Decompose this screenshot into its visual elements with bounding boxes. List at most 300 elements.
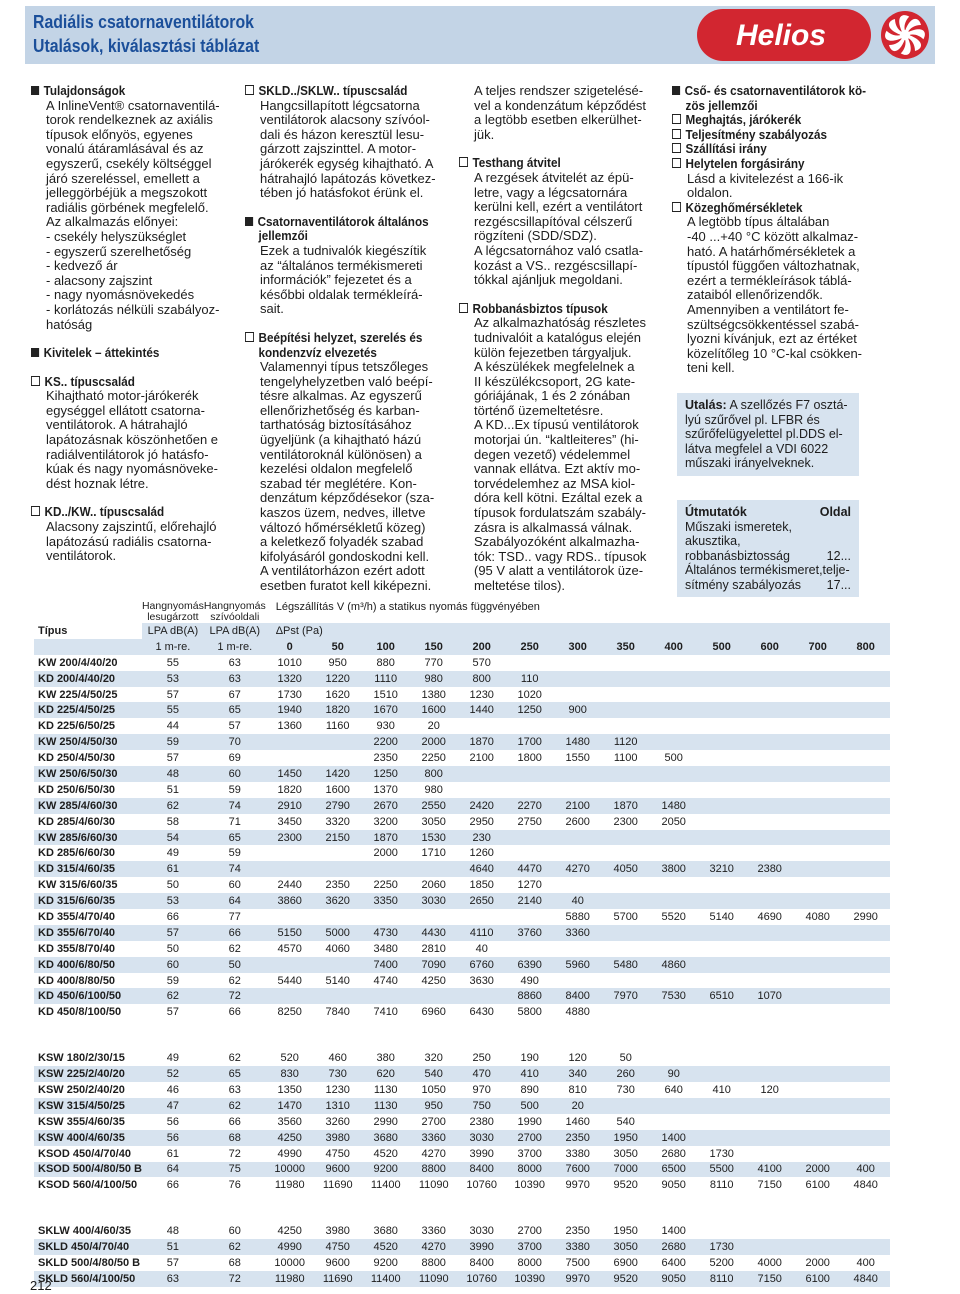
flow-cell: [698, 1130, 746, 1146]
pressure-cell: 100: [362, 639, 410, 655]
ks-text: [31, 389, 231, 491]
flow-cell: [698, 877, 746, 893]
noise-cell: 55: [166, 656, 180, 669]
flow-cell: 1670: [362, 702, 410, 718]
noise-cell: 57: [166, 1006, 180, 1019]
text-line: típusok előnyös, egyenes: [46, 126, 193, 142]
table-row: [34, 988, 890, 1004]
noise-cell: 72: [228, 1147, 241, 1160]
table-row: [34, 1066, 890, 1082]
flow-cell: [794, 750, 842, 766]
flow-cell: [746, 718, 794, 734]
noise-cell: 59: [166, 974, 180, 987]
pressure-header: ΔPst (Pa): [266, 623, 890, 639]
table-row: [34, 957, 890, 973]
flow-cell: [746, 1146, 794, 1162]
flow-cell: [794, 766, 842, 782]
flow-cell: [266, 988, 314, 1004]
text-line: lapátozásnak köszönhetően e: [46, 432, 219, 448]
flow-cell: [650, 687, 698, 703]
flow-cell: [746, 798, 794, 814]
flow-cell: 7970: [602, 988, 650, 1004]
text-line: információk” fejezetet és a: [260, 272, 412, 288]
flow-cell: [794, 718, 842, 734]
flow-cell: 1260: [469, 847, 494, 860]
noise-cell: 62: [204, 1098, 266, 1114]
flow-cell: 5200: [709, 1257, 734, 1269]
noise-cell: 62: [228, 942, 241, 955]
empty-cell: [34, 639, 142, 655]
flow-cell: 8110: [709, 1179, 734, 1192]
flow-cell: 2680: [661, 1147, 686, 1160]
table-row: [34, 1004, 890, 1020]
type-cell: KSW 180/2/30/15: [38, 1052, 125, 1065]
flow-cell: 1320: [266, 671, 314, 687]
flow-cell: [842, 734, 890, 750]
feature-item: Teljesítmény szabályozás: [672, 128, 852, 143]
flow-cell: 7530: [650, 988, 698, 1004]
flow-cell: [842, 1114, 890, 1130]
noise-cell: 63: [142, 1271, 204, 1287]
flow-cell: 4750: [325, 1147, 350, 1160]
flow-cell: 1070: [746, 988, 794, 1004]
flow-cell: 3360: [421, 1225, 446, 1238]
flow-cell: 6390: [506, 957, 554, 973]
noise-cell: 65: [204, 702, 266, 718]
flow-cell: 1870: [458, 734, 506, 750]
flow-cell: [842, 1239, 890, 1255]
flow-cell: 1990: [517, 1115, 542, 1128]
vibration-text: [459, 171, 669, 288]
text-line: kezelési oldalon megfelelő: [260, 461, 413, 477]
type-cell: KD 225/6/50/25: [38, 720, 116, 733]
flow-cell: 8400: [554, 988, 602, 1004]
text-line: Lásd a kivitelezést a 166-ik: [687, 170, 844, 186]
flow-cell: 3030: [469, 1225, 494, 1238]
text-line: A ventilátorházon ezért adott: [260, 563, 425, 579]
flow-cell: [362, 861, 410, 877]
flow-cell: [698, 845, 746, 861]
flow-cell: 320: [424, 1052, 443, 1065]
flow-cell: 3800: [650, 861, 698, 877]
flow-cell: [650, 702, 698, 718]
flow-cell: [698, 655, 746, 671]
noise-cell: 74: [204, 798, 266, 814]
flow-cell: [746, 1004, 794, 1020]
noise-cell: 59: [142, 734, 204, 750]
flow-cell: [650, 925, 698, 941]
flow-cell: 4730: [362, 925, 410, 941]
flow-cell: 5700: [613, 910, 638, 923]
flow-cell: [602, 877, 650, 893]
flow-cell: 5960: [554, 957, 602, 973]
flow-cell: 1870: [602, 798, 650, 814]
noise-cell: 48: [166, 1225, 180, 1238]
text-line: radiálventilátorok jó hatásfo-: [46, 446, 209, 462]
flow-cell: 1700: [506, 734, 554, 750]
table-row: [34, 1082, 890, 1098]
flow-cell: [842, 893, 890, 909]
flow-cell: [698, 766, 746, 782]
text-line: A legtöbb típus általában: [687, 214, 830, 230]
pressure-cell: 500: [698, 639, 746, 655]
flow-cell: 1730: [709, 1147, 734, 1160]
flow-cell: 6100: [794, 1271, 842, 1287]
flow-cell: 7400: [362, 957, 410, 973]
pressure-cell: 700: [794, 639, 842, 655]
flow-cell: 2250: [421, 752, 446, 765]
feature-item: Meghajtás, járókerék: [672, 113, 852, 128]
text-line: ellenőrizhetőség és karban-: [260, 402, 420, 418]
filled-square-icon: [245, 217, 253, 226]
flow-cell: [794, 782, 842, 798]
flow-cell: [746, 702, 794, 718]
flow-cell: 3680: [373, 1225, 398, 1238]
noise-cell: 59: [228, 847, 241, 860]
flow-cell: 9600: [314, 1162, 362, 1178]
pressure-cell: 300: [554, 639, 602, 655]
flow-cell: 4880: [565, 1006, 590, 1019]
flow-cell: [746, 1130, 794, 1146]
flow-cell: [794, 973, 842, 989]
text-line: II készülékcsoport, 2G kate-: [474, 373, 636, 389]
flow-cell: [794, 655, 842, 671]
type-cell: KSW 315/4/50/25: [34, 1098, 142, 1114]
flow-cell: 2380: [469, 1115, 494, 1128]
noise-cell: 57: [228, 720, 241, 733]
text-line: -40 ...+40 °C között alkalmaz-: [687, 228, 859, 244]
flow-cell: [650, 893, 698, 909]
flow-cell: 1160: [325, 720, 350, 733]
flow-cell: [554, 671, 602, 687]
flow-cell: [506, 941, 554, 957]
flow-cell: 1310: [314, 1098, 362, 1114]
pressure-cell: 600: [746, 639, 794, 655]
text-line: letre, vagy a légcsatornára: [474, 184, 628, 200]
flow-cell: 4640: [458, 861, 506, 877]
rotation-text: [672, 172, 872, 201]
noise-cell: 71: [228, 815, 241, 828]
flow-cell: 1800: [517, 752, 542, 765]
type-cell: KD 400/6/80/50: [34, 957, 142, 973]
text-line: A InlineVent® csatornaventilá-: [46, 97, 220, 113]
flow-cell: 6430: [469, 1006, 494, 1019]
flow-cell: 3990: [458, 1239, 506, 1255]
page-title: Radiális csatornaventilátorok: [33, 12, 254, 32]
column-features: [672, 84, 872, 376]
text-line: A rezgések átvitelét az épü-: [474, 169, 634, 185]
flow-cell: [842, 1130, 890, 1146]
flow-cell: 1020: [517, 688, 542, 701]
noise-cell: 52: [142, 1066, 204, 1082]
section-heading: KD../KW.. típuscsalád: [31, 505, 211, 520]
text-line: szűrőfelügyelettel pl.DDS el-: [685, 427, 843, 441]
flow-cell: [554, 782, 602, 798]
flow-cell: 5140: [325, 974, 350, 987]
type-cell: KD 315/6/60/35: [34, 893, 142, 909]
flow-cell: 900: [554, 702, 602, 718]
text-line: jelleggörbéjük a megszokott: [46, 185, 208, 201]
flow-cell: 2000: [805, 1257, 830, 1269]
flow-cell: [314, 750, 362, 766]
noise-cell: 55: [142, 702, 204, 718]
text-line: denzátum képződésekor (sza-: [260, 490, 435, 506]
flow-cell: 640: [664, 1083, 683, 1096]
flow-cell: [746, 893, 794, 909]
table-row: [34, 671, 890, 687]
flow-cell: 340: [554, 1066, 602, 1082]
flow-cell: 3700: [506, 1239, 554, 1255]
flow-cell: 4990: [277, 1147, 302, 1160]
flow-cell: [314, 988, 362, 1004]
flow-cell: 190: [520, 1052, 539, 1065]
text-line: Szabályozóként alkalmazha-: [474, 534, 640, 550]
flow-cell: 1600: [410, 702, 458, 718]
flow-cell: [842, 750, 890, 766]
open-square-icon: [672, 129, 681, 139]
flow-cell: 520: [280, 1052, 299, 1065]
type-cell: SKLD 450/4/70/40: [34, 1239, 142, 1255]
flow-cell: [794, 798, 842, 814]
table-row: [34, 1271, 890, 1287]
distance-cell: 1 m-re.: [204, 639, 266, 655]
flow-cell: 9200: [362, 1162, 410, 1178]
flow-cell: 9520: [602, 1271, 650, 1287]
table-row: [34, 702, 890, 718]
flow-cell: [794, 988, 842, 1004]
flow-cell: [506, 782, 554, 798]
flow-cell: 7150: [746, 1271, 794, 1287]
flow-cell: 4990: [266, 1239, 314, 1255]
noise-cell: 54: [142, 830, 204, 846]
text-line: dést hoznak létre.: [46, 475, 149, 491]
noise-cell: 66: [166, 910, 180, 923]
flow-cell: 3980: [325, 1225, 350, 1238]
flow-cell: 8800: [421, 1257, 446, 1269]
text-line: ügyeljünk (a kihajtható házú: [260, 432, 422, 448]
flow-cell: [746, 750, 794, 766]
flow-cell: [362, 909, 410, 925]
flow-cell: 4430: [410, 925, 458, 941]
flow-cell: 3350: [362, 893, 410, 909]
flow-cell: 6500: [650, 1162, 698, 1178]
feature-item: Szállítási irány: [672, 142, 852, 157]
text-line: Hangcsillapított légcsatorna: [260, 97, 420, 113]
flow-cell: [794, 941, 842, 957]
pressure-cell: 200: [458, 639, 506, 655]
flow-cell: 4470: [506, 861, 554, 877]
flow-cell: 7600: [554, 1162, 602, 1178]
flow-cell: [506, 718, 554, 734]
noise-cell: 66: [204, 925, 266, 941]
text-line: Az alkalmazás előnyei:: [46, 214, 179, 230]
flow-cell: 9970: [554, 1271, 602, 1287]
text-line: kerülni kell, ezért a ventilátort: [474, 199, 643, 215]
guide-rows: [685, 520, 851, 593]
type-cell: SKLD 560/4/100/50: [34, 1271, 142, 1287]
flow-cell: 11090: [410, 1271, 458, 1287]
flow-cell: 2060: [421, 879, 446, 892]
flow-cell: [746, 671, 794, 687]
skld-text: [245, 99, 450, 201]
table-row: [34, 845, 890, 861]
flow-cell: [794, 877, 842, 893]
table-row: [34, 1050, 890, 1066]
flow-cell: 1600: [325, 783, 350, 796]
flow-cell: [842, 1082, 890, 1098]
text-line: A légcsatornához való csatla-: [474, 242, 644, 258]
type-cell: KD 355/6/70/40: [34, 925, 142, 941]
flow-cell: [842, 702, 890, 718]
flow-cell: 2680: [650, 1239, 698, 1255]
flow-cell: [698, 718, 746, 734]
text-line: A teljes rendszer szigetelésé-: [474, 83, 644, 98]
flow-cell: [698, 750, 746, 766]
text-line: A KD...Ex típusú ventilátorok: [474, 417, 639, 433]
noise-cell: 50: [166, 942, 180, 955]
flow-cell: 8400: [458, 1162, 506, 1178]
flow-cell: [602, 973, 650, 989]
flow-cell: [602, 941, 650, 957]
table-row: [34, 718, 890, 734]
flow-cell: 1360: [277, 720, 302, 733]
text-line: esetben furatot kell kiképezni.: [260, 578, 432, 593]
type-cell: KD 225/4/50/25: [34, 702, 142, 718]
flow-cell: 1870: [362, 830, 410, 846]
noise-cell: 61: [142, 861, 204, 877]
flow-cell: 1220: [314, 671, 362, 687]
section-heading: Robbanásbiztos típusok: [459, 302, 648, 317]
flow-cell: 4060: [325, 942, 350, 955]
noise-cell: 64: [204, 893, 266, 909]
section-heading-cont: kondenzvíz elvezetés: [258, 344, 377, 360]
flow-cell: 230: [458, 830, 506, 846]
temperature-text: [672, 215, 872, 376]
flow-cell: [698, 1098, 746, 1114]
flow-cell: [314, 845, 362, 861]
table-row: [34, 655, 890, 671]
flow-cell: 11980: [274, 1179, 305, 1192]
flow-cell: [746, 814, 794, 830]
section-heading-cont: zös jellemzői: [685, 97, 758, 113]
flow-cell: 7090: [410, 957, 458, 973]
flow-cell: 1730: [698, 1239, 746, 1255]
type-cell: KSOD 450/4/70/40: [38, 1147, 131, 1160]
text-line: tengelyhelyzetben való beépí-: [260, 373, 433, 389]
flow-cell: [650, 877, 698, 893]
type-cell: SKLW 400/4/60/35: [38, 1225, 131, 1238]
table-row: [34, 973, 890, 989]
flow-cell: [794, 1050, 842, 1066]
flow-cell: 2550: [410, 798, 458, 814]
table-row: [34, 1146, 890, 1162]
flow-cell: 2440: [277, 879, 302, 892]
flow-cell: 410: [506, 1066, 554, 1082]
flow-cell: 750: [458, 1098, 506, 1114]
section-heading: Beépítési helyzet, szerelés és: [245, 331, 430, 346]
flow-cell: 10390: [506, 1271, 554, 1287]
text-line: lyozni kívánjuk, ezt az értéket: [687, 331, 857, 347]
flow-cell: 4100: [746, 1162, 794, 1178]
flow-cell: [650, 973, 698, 989]
flow-cell: 120: [568, 1052, 587, 1065]
flow-cell: 3630: [469, 974, 494, 987]
flow-cell: [842, 1004, 890, 1020]
flow-cell: [842, 1223, 890, 1239]
flow-cell: 400: [842, 1162, 890, 1178]
flow-cell: 2000: [410, 734, 458, 750]
note-box: [677, 393, 859, 476]
noise-cell: 49: [166, 1052, 180, 1065]
flow-cell: [698, 1066, 746, 1082]
flow-cell: 6100: [805, 1179, 830, 1192]
text-line: későbbi oldalak termékleírá-: [260, 286, 423, 302]
noise-cell: 57: [142, 925, 204, 941]
flow-cell: 3050: [613, 1147, 638, 1160]
text-line: ventilátorok alacsony szívóol-: [260, 112, 430, 128]
flow-cell: [554, 687, 602, 703]
flow-cell: [650, 1050, 698, 1066]
type-cell: KSW 355/4/60/35: [38, 1115, 125, 1128]
text-line: ventilátoroknál különösen) a: [260, 446, 422, 462]
flow-cell: [746, 1066, 794, 1082]
flow-cell: 3990: [469, 1147, 494, 1160]
flow-cell: 7000: [602, 1162, 650, 1178]
flow-cell: 1440: [458, 702, 506, 718]
flow-cell: [602, 830, 650, 846]
text-line: sait.: [260, 301, 284, 317]
guide-box: [677, 500, 859, 597]
type-cell: KD 250/4/50/30: [38, 752, 116, 765]
text-line: A készülékek megfelelnek a: [474, 359, 635, 375]
flow-cell: 2050: [661, 815, 686, 828]
flow-cell: 6900: [613, 1257, 638, 1269]
flow-cell: 2790: [314, 798, 362, 814]
flow-cell: [842, 798, 890, 814]
text-line: a keletkező folyadék szabad: [260, 534, 424, 550]
flow-cell: 2420: [458, 798, 506, 814]
flow-cell: 4270: [421, 1147, 446, 1160]
flow-cell: 460: [328, 1052, 347, 1065]
flow-cell: [314, 861, 362, 877]
flow-cell: [746, 766, 794, 782]
flow-cell: [842, 988, 890, 1004]
flow-cell: 6400: [661, 1257, 686, 1269]
text-line: az “általános termékismereti: [260, 257, 423, 273]
flow-cell: 380: [376, 1052, 395, 1065]
flow-cell: 730: [314, 1066, 362, 1082]
text-line: vel a kondenzátum képződést: [474, 97, 646, 113]
noise-cell: 57: [166, 1257, 180, 1269]
flow-cell: 2100: [469, 752, 494, 765]
flow-cell: 260: [602, 1066, 650, 1082]
flow-cell: [842, 973, 890, 989]
text-line: góriájának, 1 és 2 zónában: [474, 388, 631, 404]
noise-cell: 56: [166, 1115, 180, 1128]
flow-cell: 2990: [373, 1115, 398, 1128]
noise-cell: 66: [166, 1179, 180, 1192]
flow-cell: 4740: [373, 974, 398, 987]
noise-cell: 57: [166, 752, 180, 765]
text-line: - nagy nyomásnövekedés: [46, 287, 195, 303]
flow-cell: [506, 830, 554, 846]
flow-cell: 4270: [554, 861, 602, 877]
pressure-cell: 400: [650, 639, 698, 655]
flow-cell: [266, 957, 314, 973]
table-spacer: [34, 1020, 890, 1050]
flow-cell: 4520: [362, 1239, 410, 1255]
flow-cell: [506, 766, 554, 782]
